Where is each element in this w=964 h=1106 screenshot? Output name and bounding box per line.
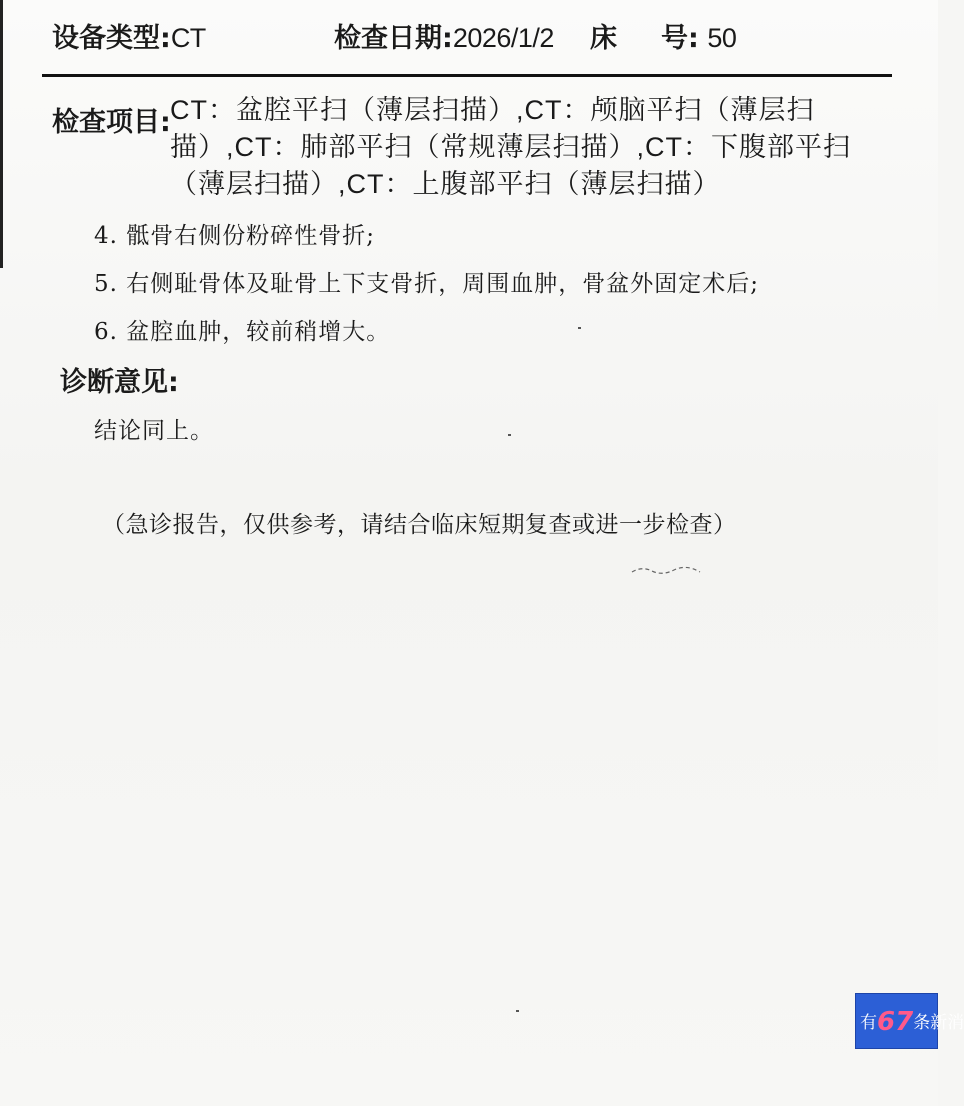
scan-speck bbox=[578, 327, 581, 329]
finding-item: 6. 盆腔血肿，较前稍增大。 bbox=[94, 319, 391, 345]
bed-number-field bbox=[590, 16, 736, 61]
bed-number-value: 50 bbox=[707, 23, 737, 53]
badge-suffix: 条新消 bbox=[913, 1013, 964, 1033]
exam-items-label: 检查项目: bbox=[52, 107, 171, 138]
new-messages-badge[interactable] bbox=[855, 993, 964, 1049]
disclaimer-note: （急诊报告，仅供参考，请结合临床短期复查或进一步检查） bbox=[102, 512, 737, 538]
device-type-field bbox=[52, 16, 206, 61]
pen-mark bbox=[630, 560, 710, 580]
exam-date-value: 2026/1/2 bbox=[452, 23, 554, 53]
scan-speck bbox=[516, 1010, 519, 1012]
bed-label-suffix: 号: bbox=[661, 23, 699, 54]
finding-item: 4. 骶骨右侧份粉碎性骨折; bbox=[94, 223, 376, 249]
findings-list bbox=[94, 212, 854, 356]
scan-speck bbox=[508, 434, 511, 436]
badge-prefix: 有 bbox=[860, 1013, 877, 1033]
report-header bbox=[0, 16, 938, 66]
exam-date-label: 检查日期: bbox=[334, 23, 453, 54]
exam-date-field bbox=[334, 16, 554, 61]
bed-label-char: 床 bbox=[590, 23, 617, 54]
device-type-value: CT bbox=[170, 23, 206, 53]
finding-item: 5. 右侧耻骨体及耻骨上下支骨折，周围血肿，骨盆外固定术后; bbox=[94, 271, 760, 297]
header-divider bbox=[42, 74, 892, 77]
exam-items-text: CT：盆腔平扫（薄层扫描）,CT：颅脑平扫（薄层扫描）,CT：肺部平扫（常规薄层扫描）,CT：下腹部平扫（薄层扫描）,CT：上腹部平扫（薄层扫描） bbox=[170, 95, 851, 199]
badge-count: 67 bbox=[877, 1007, 914, 1037]
diagnosis-text: 结论同上。 bbox=[94, 418, 214, 444]
device-type-label: 设备类型: bbox=[52, 23, 171, 54]
diagnosis-label: 诊断意见: bbox=[60, 367, 179, 398]
